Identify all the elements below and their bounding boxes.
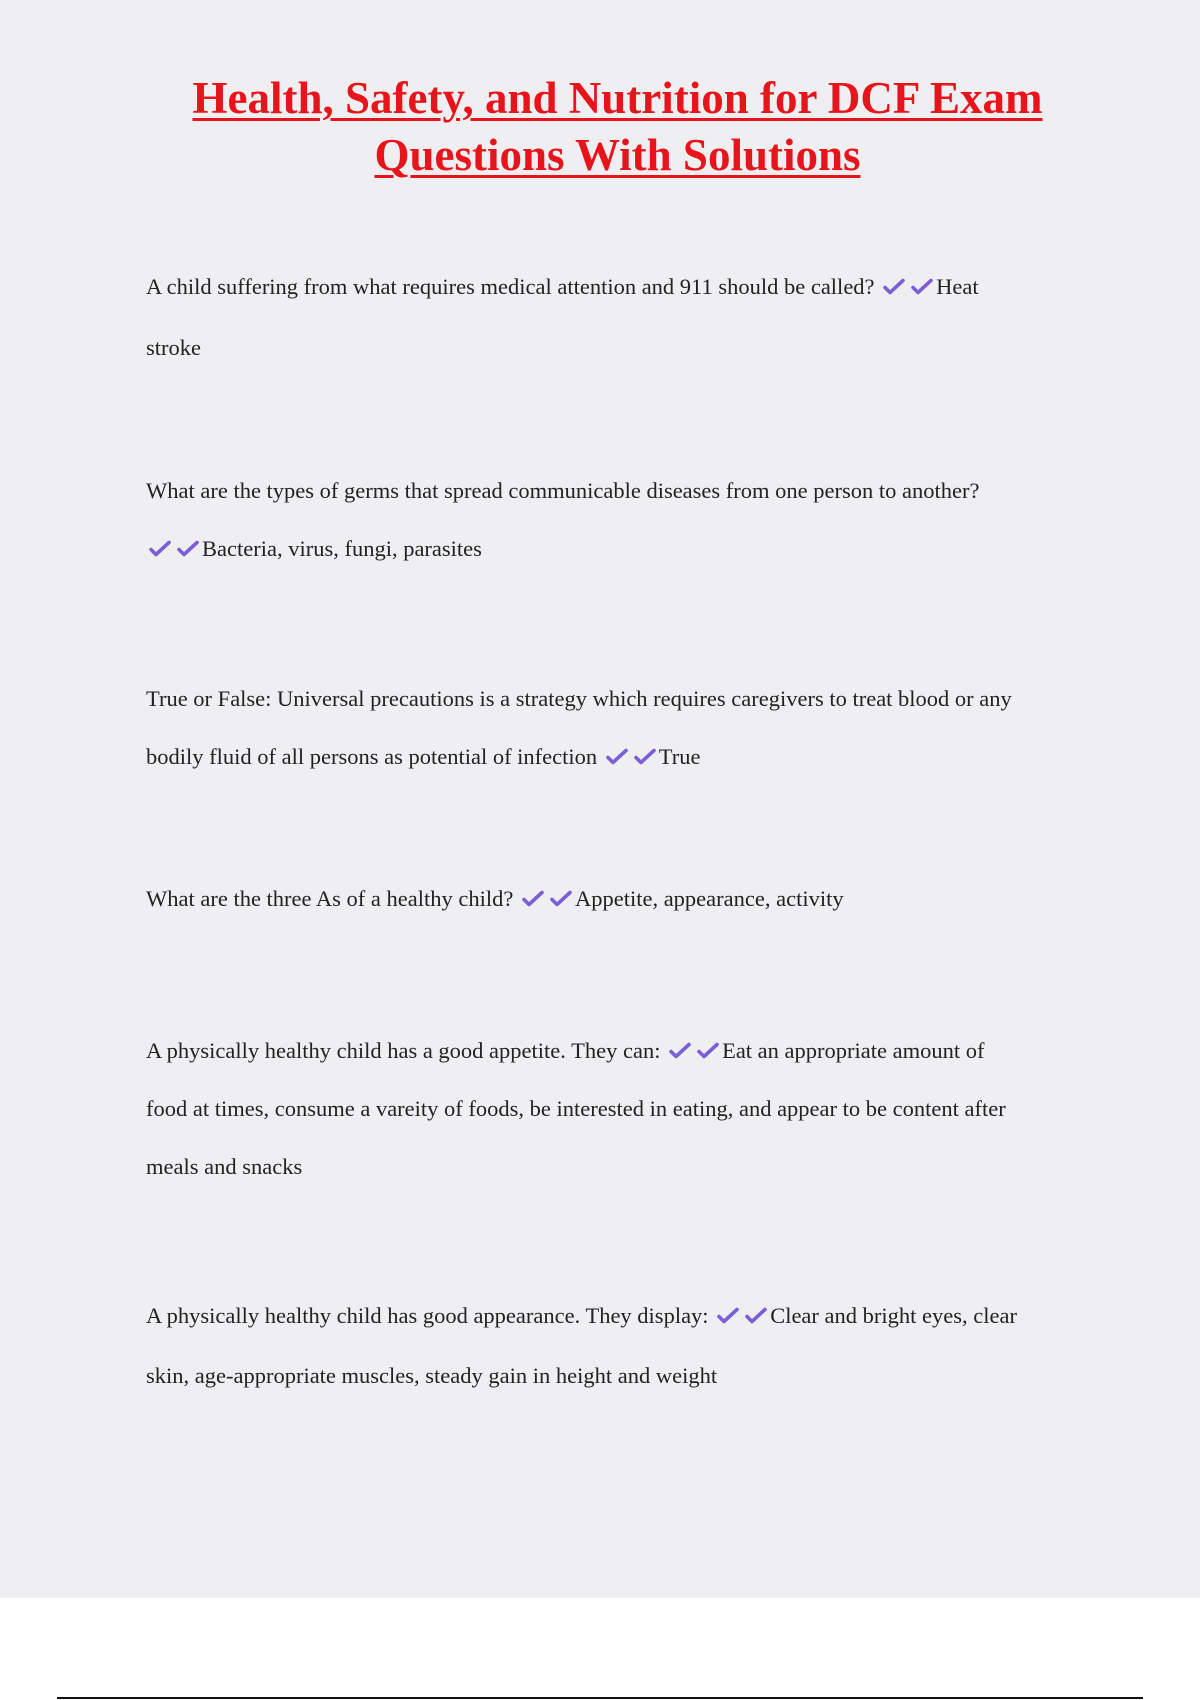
qa-line bbox=[146, 520, 1096, 578]
title-line-2: Questions With Solutions bbox=[374, 130, 861, 180]
qa-item-2 bbox=[146, 462, 1096, 578]
answer-text: Appetite, appearance, activity bbox=[574, 886, 844, 911]
answer-text: True bbox=[658, 744, 701, 769]
qa-line bbox=[146, 1080, 1096, 1138]
answer-text: food at times, consume a vareity of foods, be interested in eating, and appear to be content after bbox=[146, 1096, 1006, 1121]
title-line-1: Health, Safety, and Nutrition for DCF Exam bbox=[192, 73, 1043, 123]
question-text: A child suffering from what requires medical attention and 911 should be called? bbox=[146, 274, 875, 299]
qa-line bbox=[146, 1138, 1096, 1196]
question-text: A physically healthy child has a good appetite. They can: bbox=[146, 1038, 661, 1063]
answer-text: meals and snacks bbox=[146, 1154, 303, 1179]
answer-text: Clear and bright eyes, clear bbox=[770, 1303, 1017, 1328]
qa-line bbox=[146, 728, 1096, 786]
qa-item-3 bbox=[146, 670, 1096, 786]
double-checkmark-icon bbox=[521, 890, 545, 908]
document-title bbox=[100, 70, 1135, 184]
qa-line bbox=[146, 462, 1096, 520]
qa-line bbox=[146, 1022, 1096, 1080]
qa-line bbox=[146, 1286, 1096, 1346]
double-checkmark-icon bbox=[882, 278, 906, 296]
qa-item-4 bbox=[146, 870, 1096, 928]
qa-item-5 bbox=[146, 1022, 1096, 1196]
qa-line bbox=[146, 870, 1096, 928]
qa-item-1 bbox=[146, 256, 1096, 378]
double-checkmark-icon bbox=[633, 748, 657, 766]
question-text: True or False: Universal precautions is a strategy which requires caregivers to treat blood or any bbox=[146, 686, 1012, 711]
double-checkmark-icon bbox=[148, 540, 172, 558]
answer-text: Heat bbox=[936, 274, 979, 299]
question-text: What are the three As of a healthy child? bbox=[146, 886, 514, 911]
question-text: What are the types of germs that spread communicable diseases from one person to another? bbox=[146, 478, 980, 503]
qa-line bbox=[146, 1346, 1096, 1406]
footer-divider bbox=[57, 1697, 1143, 1699]
double-checkmark-icon bbox=[549, 890, 573, 908]
double-checkmark-icon bbox=[605, 748, 629, 766]
answer-text: Eat an appropriate amount of bbox=[722, 1038, 985, 1063]
double-checkmark-icon bbox=[176, 540, 200, 558]
double-checkmark-icon bbox=[744, 1307, 768, 1325]
double-checkmark-icon bbox=[696, 1042, 720, 1060]
answer-text: stroke bbox=[146, 335, 201, 360]
answer-text: Bacteria, virus, fungi, parasites bbox=[202, 536, 482, 561]
qa-line bbox=[146, 256, 1096, 317]
question-text: bodily fluid of all persons as potential of infection bbox=[146, 744, 598, 769]
double-checkmark-icon bbox=[668, 1042, 692, 1060]
answer-text: skin, age-appropriate muscles, steady gain in height and weight bbox=[146, 1363, 718, 1388]
qa-line bbox=[146, 317, 1096, 378]
double-checkmark-icon bbox=[910, 278, 934, 296]
qa-item-6 bbox=[146, 1286, 1096, 1406]
question-text: A physically healthy child has good appearance. They display: bbox=[146, 1303, 709, 1328]
qa-line bbox=[146, 670, 1096, 728]
double-checkmark-icon bbox=[716, 1307, 740, 1325]
